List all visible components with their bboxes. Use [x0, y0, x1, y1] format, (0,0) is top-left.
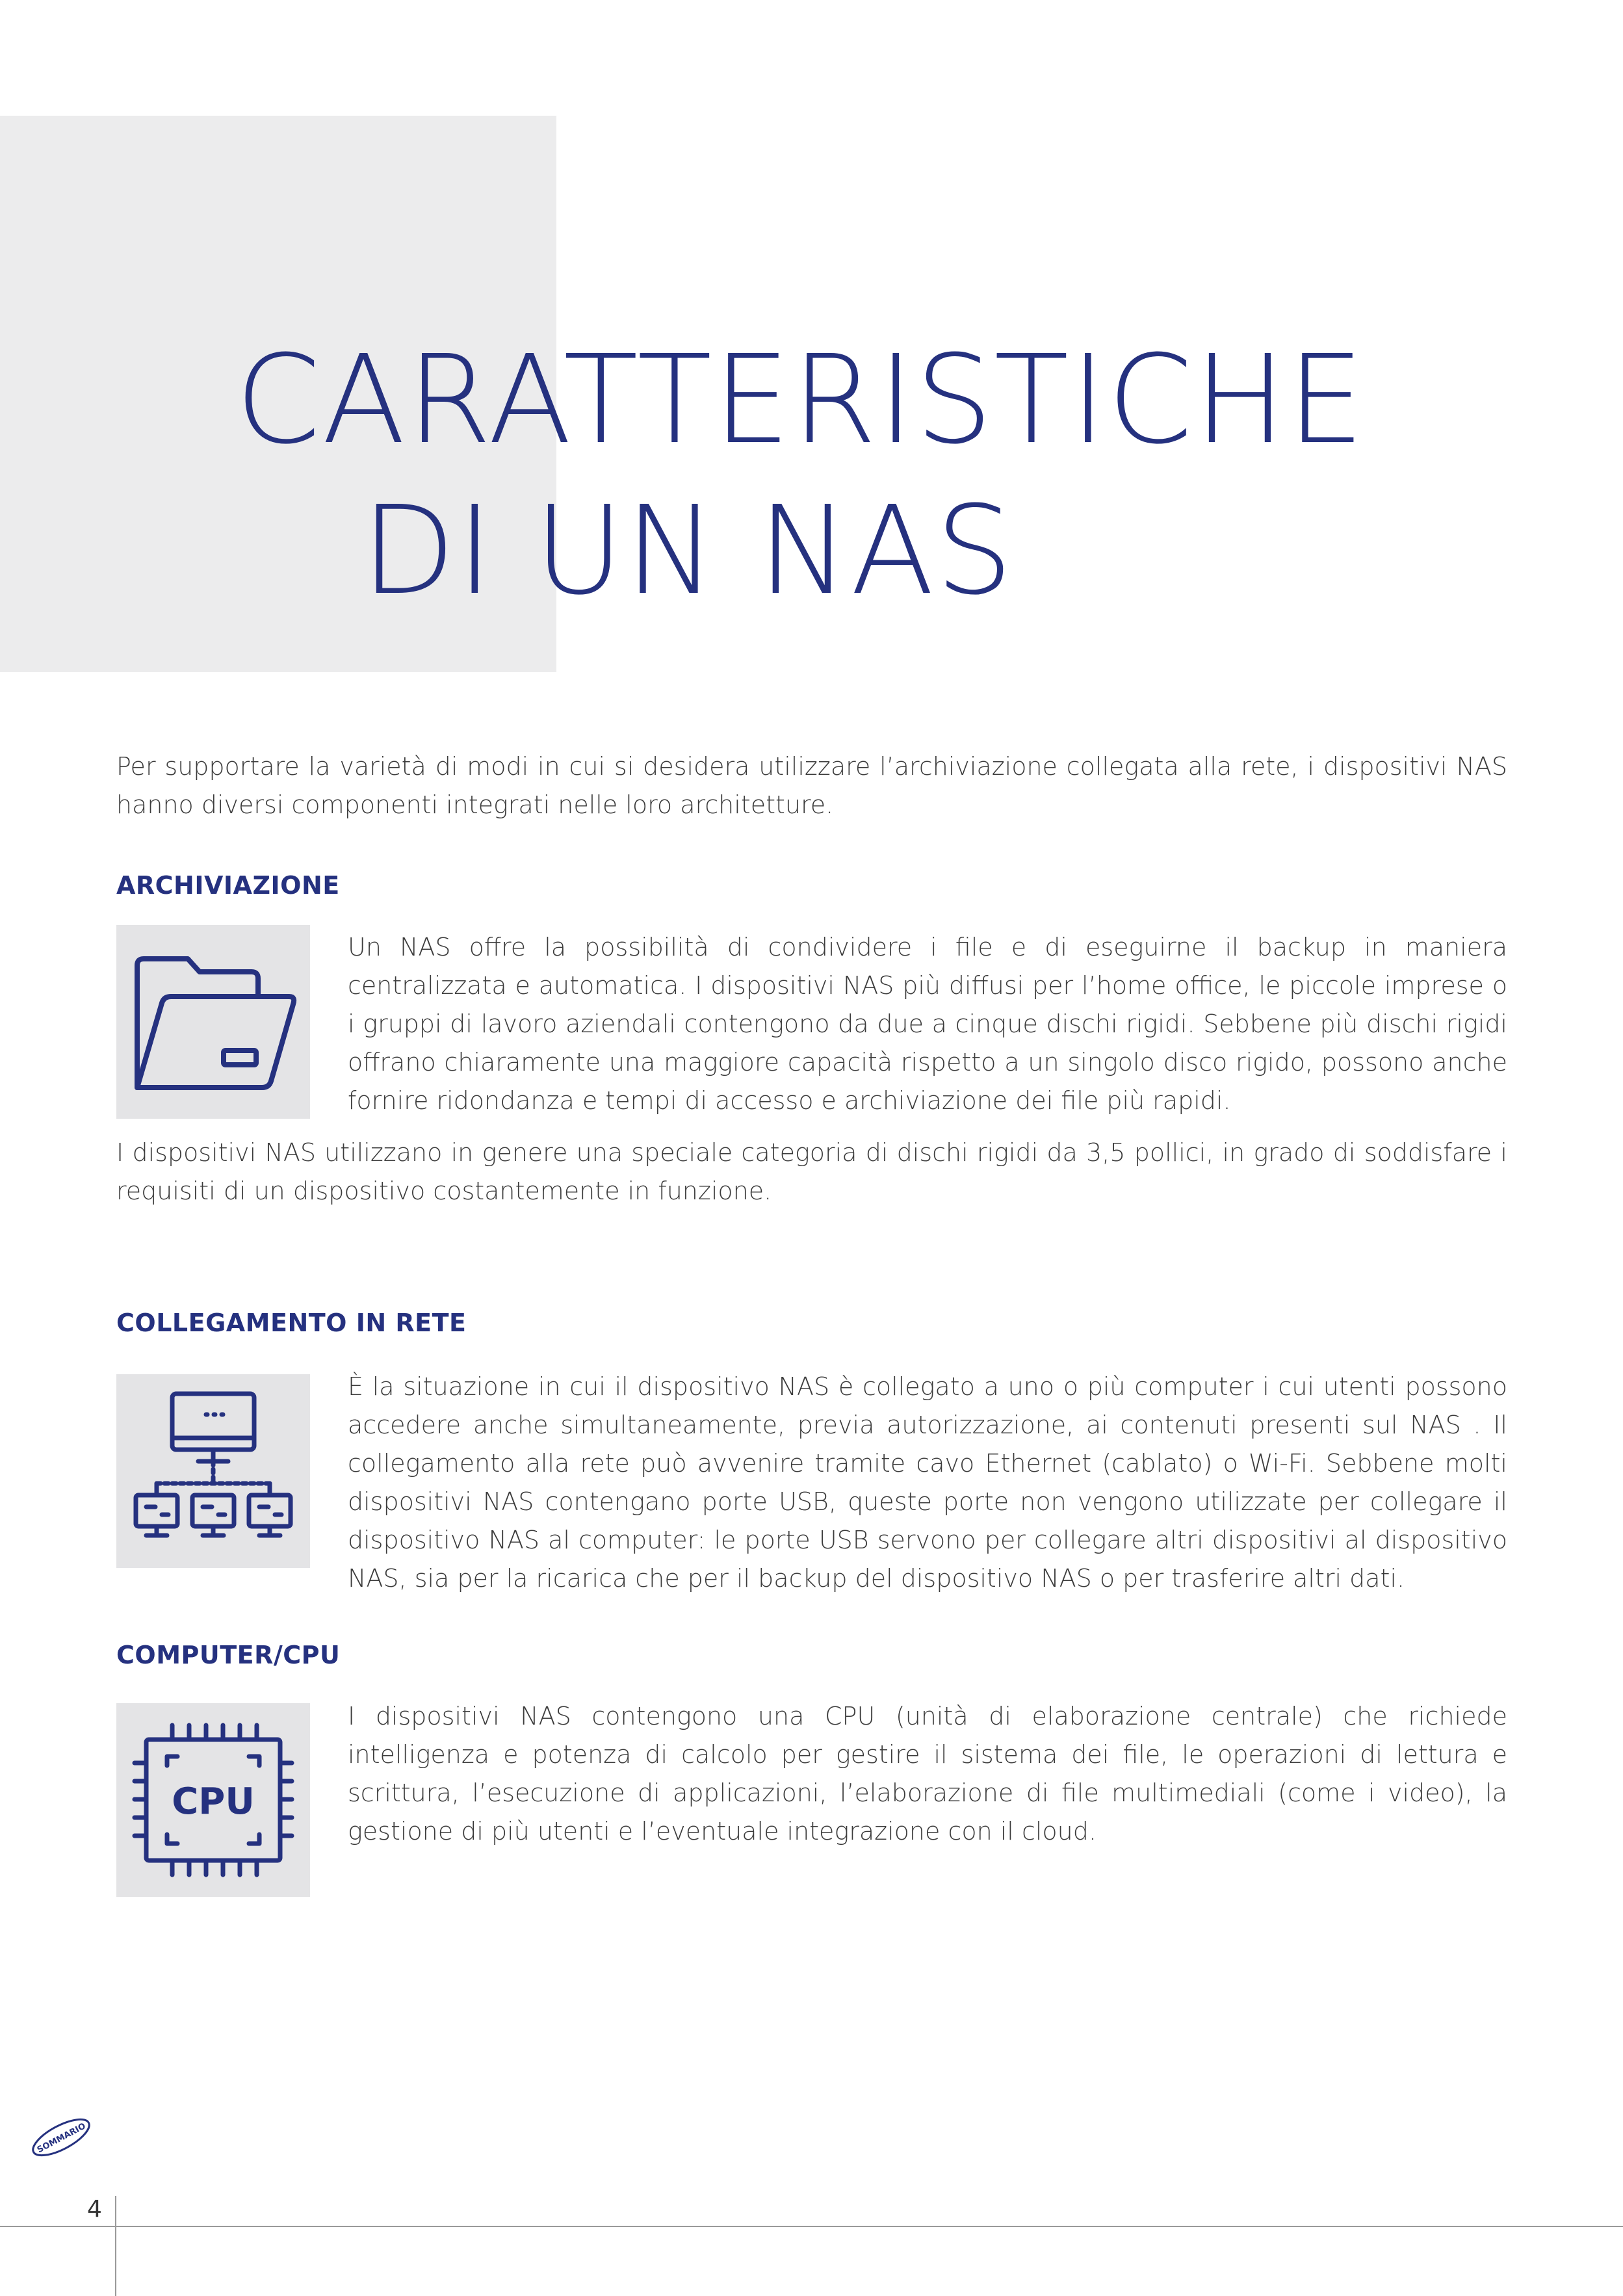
- footer-vertical-line: [115, 2196, 116, 2296]
- section-heading-collegamento: COLLEGAMENTO IN RETE: [116, 1309, 467, 1337]
- network-icon: [116, 1374, 310, 1568]
- sommario-badge[interactable]: [22, 2111, 100, 2163]
- section-heading-cpu: COMPUTER/CPU: [116, 1641, 341, 1669]
- page-title-line-1: CARATTERISTICHE: [235, 329, 1366, 471]
- cpu-icon: [116, 1703, 310, 1897]
- archiviazione-icon-box: [116, 925, 310, 1119]
- sommario-label: SOMMARIO: [35, 2121, 88, 2156]
- section-heading-archiviazione: ARCHIVIAZIONE: [116, 871, 340, 900]
- page-title: [0, 325, 1623, 627]
- collegamento-text: È la situazione in cui il dispositivo NAS è collegato a uno o più computer i cui utenti possono accedere anche simultaneamente, previa autorizzazione, ai contenuti presenti sul NAS . Il collegamento alla rete può avvenire tramite cavo Ethernet (cablato) o Wi-Fi. Sebbene molti dispositivi NAS contengano porte USB, queste porte non vengono utilizzate per collegare il dispositivo NAS al computer: le porte USB servono per collegare altri dispositivi al dispositivo NAS, sia per la ricarica che per il backup del dispositivo NAS o per trasferire altri dati.: [348, 1372, 1507, 1593]
- intro-paragraph: Per supportare la varietà di modi in cui si desidera utilizzare l’archiviazione collegata alla rete, i dispositivi NAS hanno diversi componenti integrati nelle loro architetture.: [116, 752, 1507, 819]
- footer-rule: [0, 2226, 1623, 2227]
- archiviazione-text: Un NAS offre la possibilità di condividere i file e di eseguirne il backup in maniera centralizzata e automatica. I dispositivi NAS più diffusi per l’home office, le piccole imprese o i gruppi di lavoro aziendali contengono da due a cinque dischi rigidi. Sebbene più dischi rigidi offrano chiaramente una maggiore capacità rispetto a un singolo disco rigido, possono anche fornire ridondanza e tempi di accesso e archiviazione dei file più rapidi.: [348, 933, 1507, 1115]
- cpu-icon-box: [116, 1703, 310, 1897]
- page-number: 4: [87, 2196, 102, 2223]
- cpu-text: I dispositivi NAS contengono una CPU (unità di elaborazione centrale) che richiede intelligenza e potenza di calcolo per gestire il sistema dei file, le operazioni di lettura e scrittura, l’esecuzione di applicazioni, l’elaborazione di file multimediali (come i video), la gestione di più utenti e l’eventuale integrazione con il cloud.: [348, 1702, 1507, 1846]
- cpu-icon-label: CPU: [172, 1781, 255, 1823]
- collegamento-icon-box: [116, 1374, 310, 1568]
- page-title-line-2: DI UN NAS: [361, 480, 1015, 622]
- folder-icon: [116, 925, 310, 1119]
- archiviazione-extra-text: I dispositivi NAS utilizzano in genere una speciale categoria di dischi rigidi da 3,5 pollici, in grado di soddisfare i requisiti di un dispositivo costantemente in funzione.: [116, 1138, 1507, 1205]
